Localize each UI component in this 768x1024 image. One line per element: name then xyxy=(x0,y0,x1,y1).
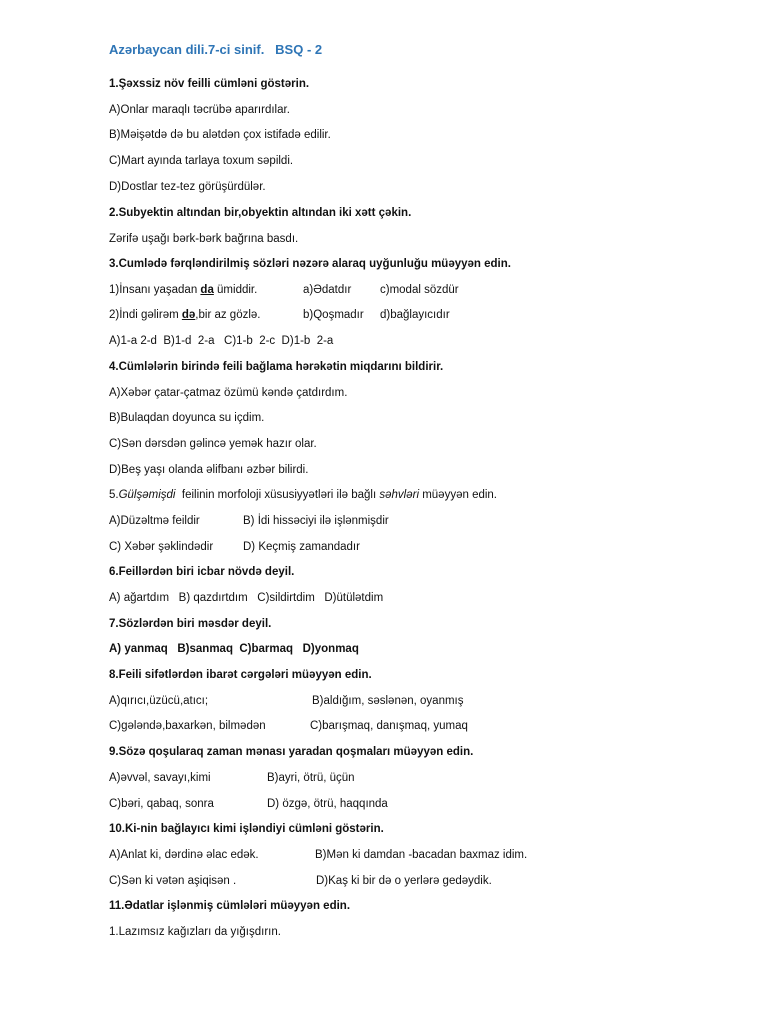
q3-row1-tail: ümiddir. xyxy=(213,284,258,296)
question-7: 7.Sözlərdən biri məsdər deyil. xyxy=(109,618,272,630)
q10-option-d: D)Kaş ki bir də o yerlərə gedəydik. xyxy=(316,875,492,887)
question-10: 10.Ki-nin bağlayıcı kimi işləndiyi cümləni göstərin. xyxy=(109,823,384,835)
q5-option-b: B) İdi hissəciyi ilə işlənmişdir xyxy=(243,515,389,527)
q3-row-1 xyxy=(109,283,257,297)
q3-option-b: b)Qoşmadır xyxy=(303,309,364,321)
q5-middle: feilinin morfoloji xüsusiyyətləri ilə bağlı xyxy=(175,489,380,501)
q3-row2-highlight: də xyxy=(181,309,196,321)
question-1: 1.Şəxssiz növ feilli cümləni göstərin. xyxy=(109,78,310,90)
q3-row-2 xyxy=(109,308,261,322)
q9-option-b: B)ayri, ötrü, üçün xyxy=(267,772,355,784)
q3-row2-tail: ,bir az gözlə. xyxy=(195,309,261,321)
document-title: Azərbaycan dili.7-ci sinif. BSQ - 2 xyxy=(109,42,323,57)
q3-option-a: a)Ədatdır xyxy=(303,284,352,296)
question-3: 3.Cumlədə fərqləndirilmiş sözləri nəzərə alaraq uyğunluğu müəyyən edin. xyxy=(109,258,511,270)
q3-row1-highlight: da xyxy=(200,284,214,296)
q8-option-b: B)aldığım, səslənən, oyanmış xyxy=(312,695,464,707)
q9-option-d: D) özgə, ötrü, haqqında xyxy=(267,798,388,810)
q5-option-c: C) Xəbər şəklindədir xyxy=(109,541,214,553)
q4-option-b: B)Bulaqdan doyunca su içdim. xyxy=(109,412,265,424)
q5-word-1: Gülşəmişdi xyxy=(118,489,176,501)
q5-end: müəyyən edin. xyxy=(419,489,498,501)
q5-option-d: D) Keçmiş zamandadır xyxy=(243,541,360,553)
question-6: 6.Feillərdən biri icbar növdə deyil. xyxy=(109,566,295,578)
q1-option-b: B)Məişətdə də bu alətdən çox istifadə edilir. xyxy=(109,129,331,141)
q10-option-a: A)Anlat ki, dərdinə əlac edək. xyxy=(109,849,259,861)
q4-option-d: D)Beş yaşı olanda əlifbanı əzbər bilirdi. xyxy=(109,464,309,476)
q9-option-c: C)bəri, qabaq, sonra xyxy=(109,798,214,810)
q5-word-2: səhvləri xyxy=(379,489,420,501)
q3-option-d: d)bağlayıcıdır xyxy=(380,309,450,321)
q5-option-a: A)Düzəltmə feildir xyxy=(109,515,200,527)
q6-options: A) ağartdım B) qazdırtdım C)sildirtdim D)ütülətdim xyxy=(109,592,384,604)
q4-option-c: C)Sən dərsdən gəlincə yemək hazır olar. xyxy=(109,438,317,450)
q7-options: A) yanmaq B)sanmaq C)barmaq D)yonmaq xyxy=(109,643,359,655)
q3-row2-text: 2)İndi gəlirəm xyxy=(109,309,182,321)
q1-option-a: A)Onlar maraqlı təcrübə aparırdılar. xyxy=(109,104,290,116)
question-9: 9.Sözə qoşularaq zaman mənası yaradan qoşmaları müəyyən edin. xyxy=(109,746,474,758)
question-8: 8.Feili sifətlərdən ibarət cərgələri müəyyən edin. xyxy=(109,669,372,681)
q10-option-b: B)Mən ki damdan -bacadan baxmaz idim. xyxy=(315,849,528,861)
q1-option-c: C)Mart ayında tarlaya toxum səpildi. xyxy=(109,155,294,167)
question-11: 11.Ədatlar işlənmiş cümlələri müəyyən edin. xyxy=(109,900,351,912)
q8-option-a: A)qırıcı,üzücü,atıcı; xyxy=(109,695,209,707)
q4-option-a: A)Xəbər çatar-çatmaz özümü kəndə çatdırdım. xyxy=(109,387,348,399)
q1-option-d: D)Dostlar tez-tez görüşürdülər. xyxy=(109,181,266,193)
q2-sentence: Zərifə uşağı bərk-bərk bağrına basdı. xyxy=(109,233,299,245)
question-4: 4.Cümlələrin birində feili bağlama hərəkətin miqdarını bildirir. xyxy=(109,361,444,373)
question-5 xyxy=(109,488,497,502)
q5-number: 5. xyxy=(109,489,119,501)
q8-option-d: C)barışmaq, danışmaq, yumaq xyxy=(310,720,468,732)
q3-answers: A)1-a 2-d B)1-d 2-a C)1-b 2-c D)1-b 2-a xyxy=(109,335,334,347)
question-2: 2.Subyektin altından bir,obyektin altından iki xətt çəkin. xyxy=(109,207,412,219)
q3-row1-text: 1)İnsanı yaşadan xyxy=(109,284,201,296)
q3-option-c: c)modal sözdür xyxy=(380,284,459,296)
q11-sentence-1: 1.Lazımsız kağızları da yığışdırın. xyxy=(109,926,281,938)
q10-option-c: C)Sən ki vətən aşiqisən . xyxy=(109,875,237,887)
q8-option-c: C)gələndə,baxarkən, bilmədən xyxy=(109,720,266,732)
q9-option-a: A)əvvəl, savayı,kimi xyxy=(109,772,211,784)
